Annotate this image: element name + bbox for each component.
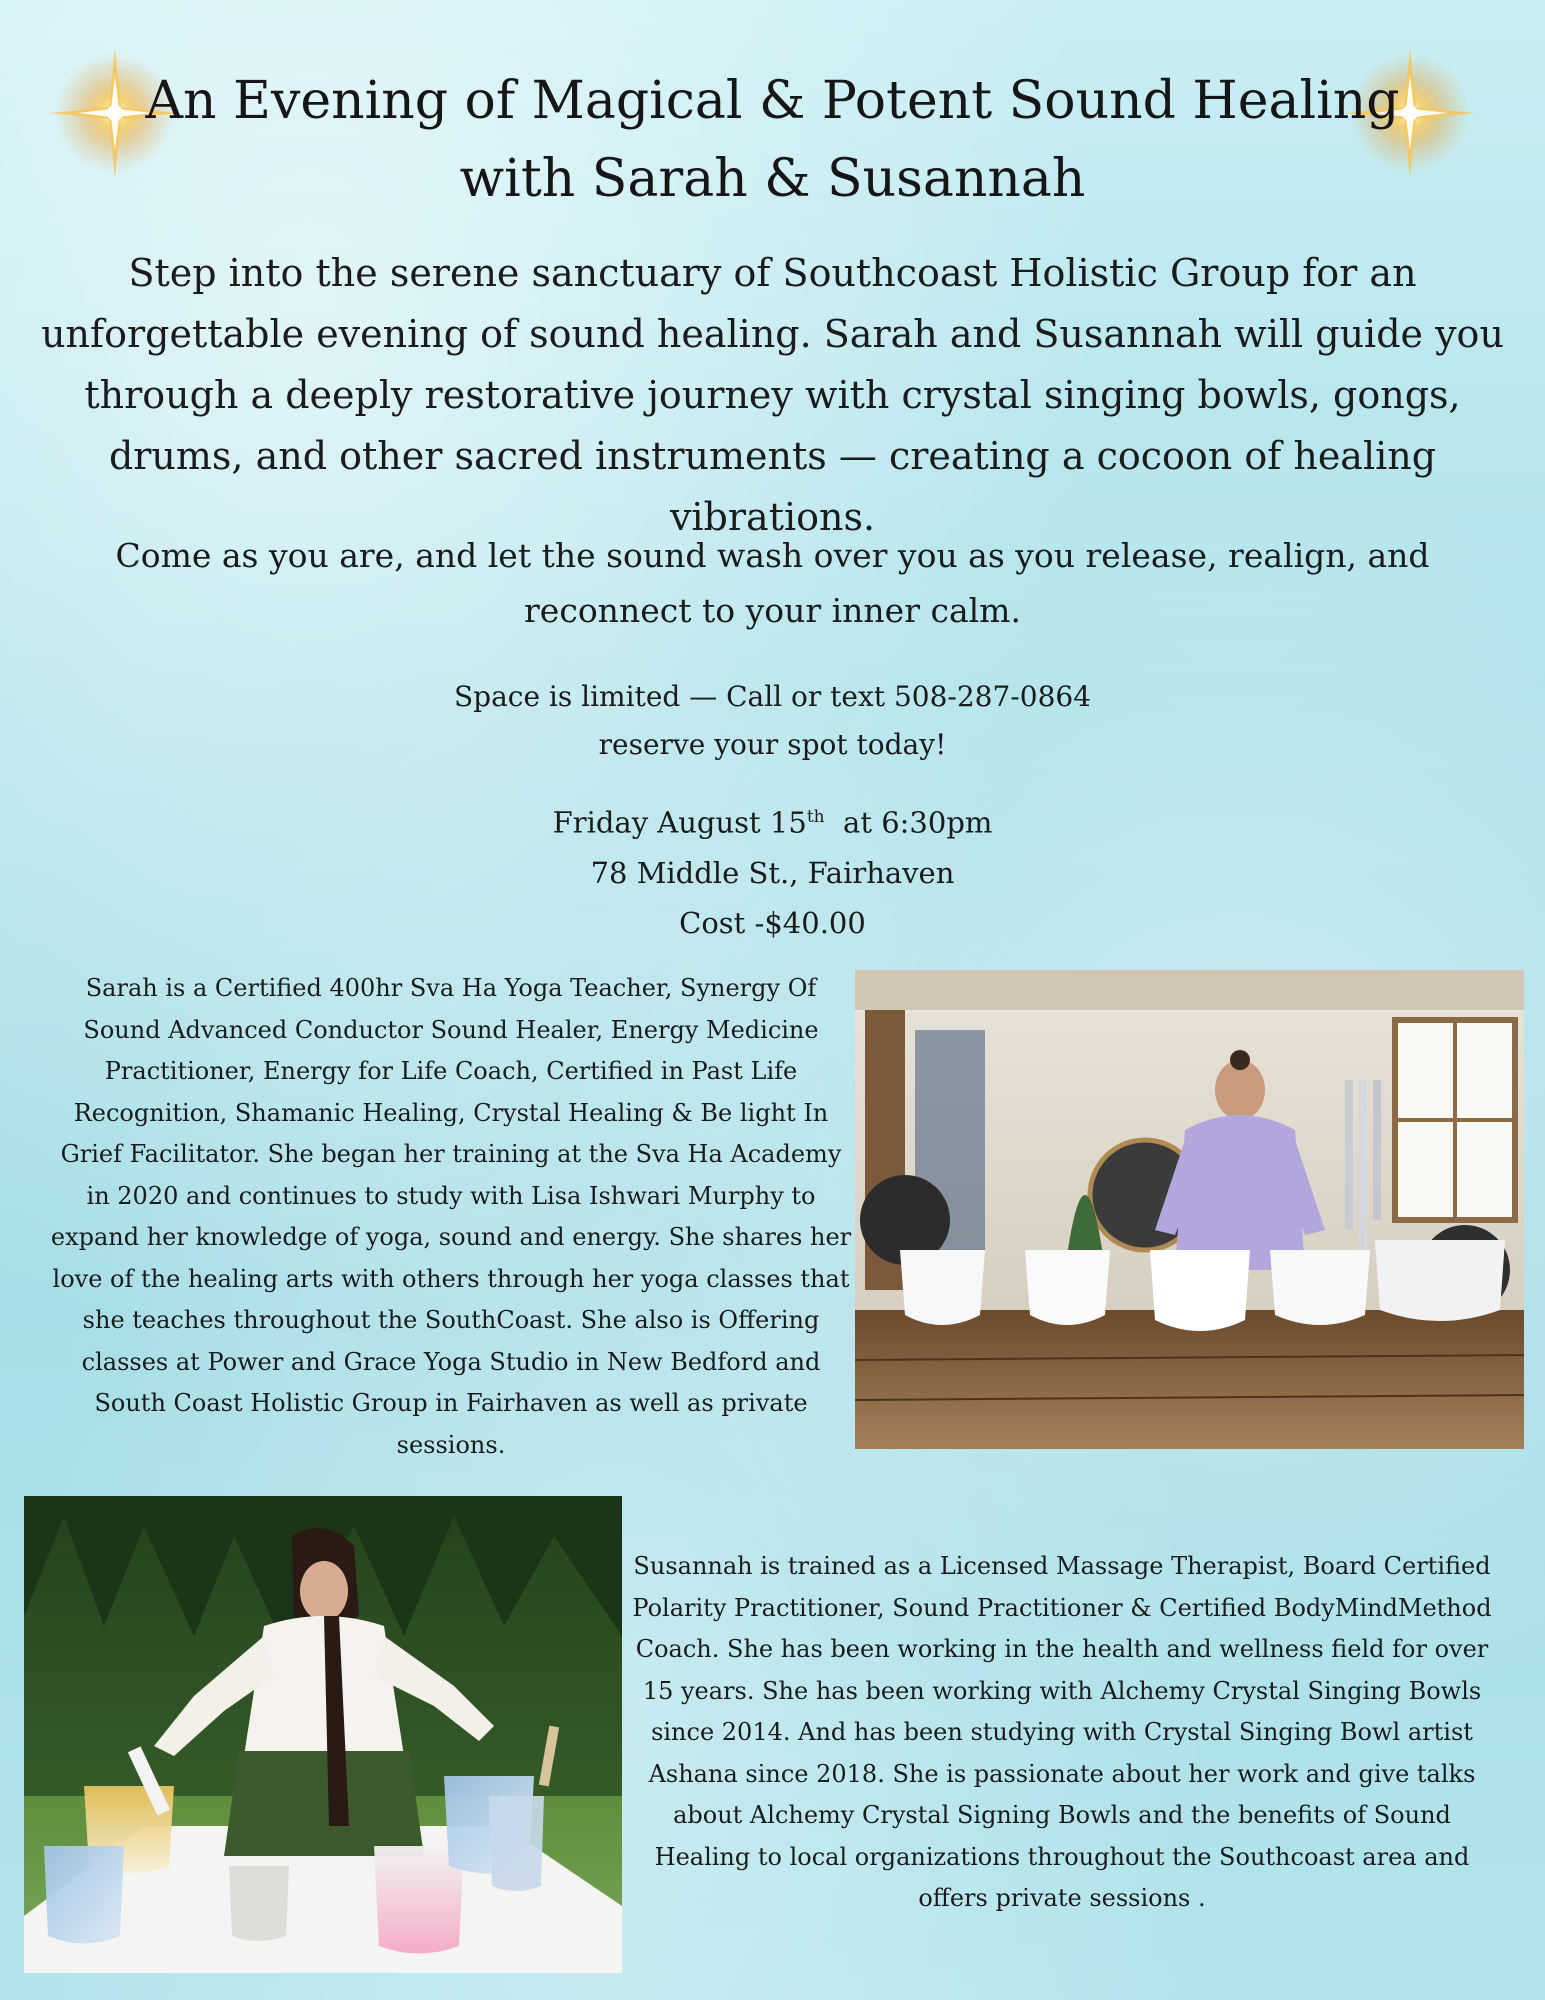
event-address: 78 Middle St., Fairhaven [590, 855, 955, 890]
come-as-you-are-paragraph: Come as you are, and let the sound wash over you as you release, realign, and reconnect to your inner calm. [115, 536, 1430, 630]
sarah-photo [855, 970, 1524, 1449]
reservation-phone-line: Space is limited — Call or text 508-287-0864 [453, 680, 1092, 713]
event-date-time [300, 792, 1245, 848]
sarah-bio: Sarah is a Certified 400hr Sva Ha Yoga Teacher, Synergy Of Sound Advanced Conductor Sound Healer, Energy Medicine Practitioner, Energy for Life Coach, Certified in Past Life Recognition, Shamanic Healing, Crystal Healing & Be light In Grief Facilitator. She began her training at the Sva Ha Academy in 2020 and continues to study with Lisa Ishwari Murphy to expand her knowledge of yoga, sound and energy. She shares her love of the healing arts with others through her yoga classes that she teaches throughout the SouthCoast. She also is Offering classes at Power and Grace Yoga Studio in New Bedford and South Coast Holistic Group in Fairhaven as well as private sessions. [50, 974, 852, 1459]
title-line-2: with Sarah & Susannah [459, 149, 1086, 209]
title-line-1: An Evening of Magical & Potent Sound Healing [145, 71, 1400, 131]
susannah-photo [24, 1496, 622, 1973]
page-title [120, 62, 1425, 218]
intro-paragraph: Step into the serene sanctuary of Southcoast Holistic Group for an unforgettable evening of sound healing. Sarah and Susannah will guide you through a deeply restorative journey with crystal singing bowls, gongs, drums, and other sacred instruments — creating a cocoon of healing vibrations. [41, 251, 1504, 539]
reservation-info [300, 673, 1245, 769]
event-details [300, 792, 1245, 948]
susannah-bio: Susannah is trained as a Licensed Massage Therapist, Board Certified Polarity Practitioner, Sound Practitioner & Certified BodyMindMethod Coach. She has been working in the health and wellness field for over 15 years. She has been working with Alchemy Crystal Singing Bowls since 2014. And has been studying with Crystal Singing Bowl artist Ashana since 2018. She is passionate about her work and give talks about Alchemy Crystal Signing Bowls and the benefits of Sound Healing to local organizations throughout the Southcoast area and offers private sessions . [632, 1552, 1492, 1912]
event-date-suffix: th [806, 807, 825, 827]
event-cost: Cost -$40.00 [679, 905, 866, 940]
event-date: Friday August 15 [552, 805, 807, 840]
reservation-cta-line: reserve your spot today! [598, 728, 947, 761]
event-time: at 6:30pm [824, 805, 993, 840]
